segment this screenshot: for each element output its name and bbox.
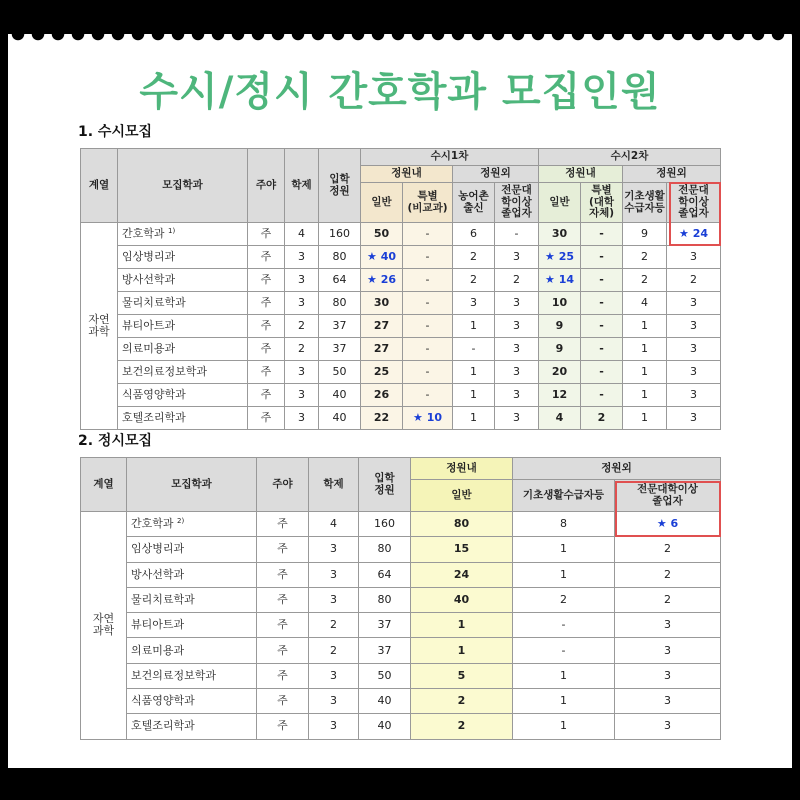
- hakje-cell: 3: [309, 689, 359, 714]
- r1-jeon-cell: 3: [495, 384, 539, 407]
- r2-ilban-cell: 9: [539, 338, 581, 361]
- header-field: 계열: [81, 149, 118, 223]
- quota-cell: 80: [359, 537, 411, 562]
- header-r1-ilban: 일반: [361, 183, 403, 223]
- dept-name: 호텔조리학과: [122, 410, 186, 424]
- table-row: [81, 587, 721, 612]
- hakje-cell: 4: [309, 512, 359, 537]
- dept-cell: [118, 292, 248, 315]
- r2-ilban-cell: 9: [539, 315, 581, 338]
- r2-jeon-cell: 3: [667, 315, 721, 338]
- gicho-cell: 1: [513, 689, 615, 714]
- ilban-cell: 24: [411, 562, 513, 587]
- hakje-cell: 3: [285, 407, 319, 430]
- r2-jeon-cell: 2: [667, 269, 721, 292]
- table-row: [81, 663, 721, 688]
- r1-teuk-cell: -: [403, 292, 453, 315]
- quota-cell: 40: [319, 407, 361, 430]
- table-row: [81, 537, 721, 562]
- juya-cell: 주: [257, 613, 309, 638]
- r2-ilban-cell: 30: [539, 223, 581, 246]
- dept-cell: [118, 269, 248, 292]
- r2-ilban-cell: 20: [539, 361, 581, 384]
- gicho-cell: 8: [513, 512, 615, 537]
- quota-cell: 37: [359, 613, 411, 638]
- r2-jeon-cell: 3: [667, 338, 721, 361]
- hakje-cell: 3: [285, 269, 319, 292]
- header-r1-nong: 농어촌 출신: [453, 183, 495, 223]
- table-row: [81, 315, 721, 338]
- juya-cell: 주: [248, 292, 285, 315]
- header-gicho: 기초생활수급자등: [513, 480, 615, 512]
- jeon-cell: 3: [615, 663, 721, 688]
- section-heading-jeongsi: 2. 정시모집: [78, 433, 153, 449]
- hakje-cell: 3: [285, 384, 319, 407]
- dept-cell: [127, 663, 257, 688]
- dept-name: 보건의료정보학과: [131, 668, 217, 682]
- r2-gicho-cell: 1: [623, 315, 667, 338]
- quota-cell: 50: [359, 663, 411, 688]
- header-out: 정원외: [513, 458, 721, 480]
- juya-cell: 주: [248, 384, 285, 407]
- hakje-cell: 3: [285, 292, 319, 315]
- jeon-cell: [615, 512, 721, 537]
- jeon-cell: 3: [615, 714, 721, 739]
- quota-cell: 50: [319, 361, 361, 384]
- juya-cell: 주: [257, 689, 309, 714]
- hakje-cell: 3: [309, 714, 359, 739]
- gicho-cell: 1: [513, 537, 615, 562]
- table-row: [81, 638, 721, 663]
- r2-teuk-cell: -: [581, 246, 623, 269]
- r1-jeon-cell: 3: [495, 407, 539, 430]
- dept-name: 방사선학과: [122, 272, 176, 286]
- hakje-cell: 2: [309, 613, 359, 638]
- header-dept: 모집학과: [127, 458, 257, 512]
- r2-gicho-cell: 2: [623, 246, 667, 269]
- dept-name: 임상병리과: [131, 542, 185, 556]
- hakje-cell: 3: [309, 663, 359, 688]
- r1-nong-cell: 3: [453, 292, 495, 315]
- juya-cell: 주: [248, 407, 285, 430]
- header-r2-teuk: 특별 (대학 자체): [581, 183, 623, 223]
- field-cell: 자연 과학: [81, 512, 127, 740]
- gicho-cell: -: [513, 638, 615, 663]
- header-r2-jeon: 전문대 학이상 졸업자: [667, 183, 721, 223]
- jeongsi-table: [80, 457, 721, 740]
- juya-cell: 주: [257, 663, 309, 688]
- juya-cell: 주: [248, 315, 285, 338]
- ilban-cell: 5: [411, 663, 513, 688]
- gicho-cell: 1: [513, 714, 615, 739]
- quota-cell: 40: [359, 689, 411, 714]
- dept-cell: [118, 315, 248, 338]
- r2-teuk-cell: -: [581, 361, 623, 384]
- ilban-cell: 1: [411, 613, 513, 638]
- jeon-cell: 3: [615, 638, 721, 663]
- ilban-cell: 1: [411, 638, 513, 663]
- header-r1-jeon: 전문대 학이상 졸업자: [495, 183, 539, 223]
- susi-table: [80, 148, 721, 430]
- quota-cell: 80: [319, 246, 361, 269]
- juya-cell: 주: [248, 269, 285, 292]
- star-value: ★ 25: [545, 249, 574, 263]
- r2-jeon-cell: 3: [667, 407, 721, 430]
- r1-ilban-cell: 27: [361, 338, 403, 361]
- page-title: 수시/정시 간호학과 모집인원: [139, 69, 661, 115]
- dept-name: 방사선학과: [131, 567, 185, 581]
- bottom-band: [0, 768, 800, 800]
- dept-cell: [127, 714, 257, 739]
- r2-jeon-cell: 3: [667, 384, 721, 407]
- r1-nong-cell: 1: [453, 315, 495, 338]
- star-value: ★ 40: [367, 249, 396, 263]
- dept-name: 식품영양학과: [131, 694, 195, 708]
- dept-name: 간호학과: [131, 517, 174, 531]
- r2-teuk-cell: 2: [581, 407, 623, 430]
- quota-cell: 40: [359, 714, 411, 739]
- dept-name: 보건의료정보학과: [122, 364, 208, 378]
- quota-cell: 64: [319, 269, 361, 292]
- r1-teuk-cell: -: [403, 338, 453, 361]
- hakje-cell: 2: [285, 315, 319, 338]
- dept-name: 간호학과: [122, 226, 165, 240]
- juya-cell: 주: [248, 223, 285, 246]
- quota-cell: 160: [359, 512, 411, 537]
- table-row: [81, 361, 721, 384]
- header-field: 계열: [81, 458, 127, 512]
- quota-cell: 37: [359, 638, 411, 663]
- star-value: ★ 24: [679, 226, 708, 240]
- jeon-cell: 2: [615, 587, 721, 612]
- header-hakje: 학제: [309, 458, 359, 512]
- r1-ilban-cell: 27: [361, 315, 403, 338]
- r2-teuk-cell: -: [581, 384, 623, 407]
- quota-cell: 80: [319, 292, 361, 315]
- gicho-cell: -: [513, 613, 615, 638]
- dept-name: 물리치료학과: [122, 295, 186, 309]
- dept-cell: [127, 587, 257, 612]
- header-r2-ilban: 일반: [539, 183, 581, 223]
- hakje-cell: 3: [309, 587, 359, 612]
- dept-cell: [118, 407, 248, 430]
- dept-cell: [118, 384, 248, 407]
- r2-gicho-cell: 1: [623, 384, 667, 407]
- r1-teuk-cell: -: [403, 361, 453, 384]
- r1-ilban-cell: 22: [361, 407, 403, 430]
- table-row: [81, 689, 721, 714]
- dept-name: 임상병리과: [122, 249, 176, 263]
- header-dept: 모집학과: [118, 149, 248, 223]
- r1-jeon-cell: 3: [495, 246, 539, 269]
- jeon-cell: 3: [615, 613, 721, 638]
- hakje-cell: 3: [309, 562, 359, 587]
- hakje-cell: 2: [285, 338, 319, 361]
- gicho-cell: 2: [513, 587, 615, 612]
- header-round1: 수시1차: [361, 149, 539, 166]
- dept-cell: [127, 512, 257, 537]
- table-row: [81, 384, 721, 407]
- juya-cell: 주: [257, 562, 309, 587]
- table-row: [81, 613, 721, 638]
- r1-teuk-cell: -: [403, 223, 453, 246]
- dept-cell: [127, 562, 257, 587]
- r2-jeon-cell: 3: [667, 361, 721, 384]
- quota-cell: 80: [359, 587, 411, 612]
- star-value: ★ 26: [367, 272, 396, 286]
- r1-ilban-cell: 50: [361, 223, 403, 246]
- footnote-marker: 1): [168, 226, 176, 235]
- hakje-cell: 3: [285, 246, 319, 269]
- header-r1-in: 정원내: [361, 166, 453, 183]
- quota-cell: 37: [319, 338, 361, 361]
- table-row: [81, 292, 721, 315]
- juya-cell: 주: [257, 638, 309, 663]
- quota-cell: 40: [319, 384, 361, 407]
- dept-cell: [127, 613, 257, 638]
- r1-jeon-cell: 3: [495, 292, 539, 315]
- ilban-cell: 15: [411, 537, 513, 562]
- footnote-marker: 2): [177, 517, 185, 526]
- dept-name: 뷰티아트과: [122, 318, 176, 332]
- hakje-cell: 2: [309, 638, 359, 663]
- r1-nong-cell: -: [453, 338, 495, 361]
- r2-ilban-cell: 10: [539, 292, 581, 315]
- header-r1-teuk: 특별 (비교과): [403, 183, 453, 223]
- quota-cell: 160: [319, 223, 361, 246]
- hakje-cell: 4: [285, 223, 319, 246]
- r2-gicho-cell: 4: [623, 292, 667, 315]
- ilban-cell: 40: [411, 587, 513, 612]
- r2-gicho-cell: 1: [623, 361, 667, 384]
- dept-name: 물리치료학과: [131, 592, 195, 606]
- juya-cell: 주: [248, 246, 285, 269]
- r1-jeon-cell: 3: [495, 361, 539, 384]
- r1-ilban-cell: 26: [361, 384, 403, 407]
- jeon-cell: 2: [615, 562, 721, 587]
- juya-cell: 주: [257, 587, 309, 612]
- header-jeon: 전문대학이상 졸업자: [615, 480, 721, 512]
- r1-teuk-cell: -: [403, 315, 453, 338]
- r1-jeon-cell: 2: [495, 269, 539, 292]
- dept-name: 뷰티아트과: [131, 618, 185, 632]
- r1-ilban-cell: [361, 246, 403, 269]
- star-value: ★ 14: [545, 272, 574, 286]
- r2-ilban-cell: 4: [539, 407, 581, 430]
- juya-cell: 주: [257, 537, 309, 562]
- r2-ilban-cell: 12: [539, 384, 581, 407]
- juya-cell: 주: [248, 361, 285, 384]
- jeon-cell: 2: [615, 537, 721, 562]
- dept-name: 식품영양학과: [122, 387, 186, 401]
- header-r1-out: 정원외: [453, 166, 539, 183]
- quota-cell: 64: [359, 562, 411, 587]
- r1-ilban-cell: 25: [361, 361, 403, 384]
- dept-cell: [127, 537, 257, 562]
- header-ipak: 입학 정원: [319, 149, 361, 223]
- r2-teuk-cell: -: [581, 292, 623, 315]
- juya-cell: 주: [248, 338, 285, 361]
- header-hakje: 학제: [285, 149, 319, 223]
- r2-ilban-cell: [539, 269, 581, 292]
- juya-cell: 주: [257, 512, 309, 537]
- header-ipak: 입학 정원: [359, 458, 411, 512]
- r1-teuk-cell: -: [403, 384, 453, 407]
- hakje-cell: 3: [309, 537, 359, 562]
- r2-jeon-cell: 3: [667, 292, 721, 315]
- r1-teuk-cell: [403, 407, 453, 430]
- r2-jeon-cell: [667, 223, 721, 246]
- ilban-cell: 2: [411, 689, 513, 714]
- r2-gicho-cell: 2: [623, 269, 667, 292]
- field-cell: 자연 과학: [81, 223, 118, 430]
- dept-cell: [118, 223, 248, 246]
- r2-ilban-cell: [539, 246, 581, 269]
- dept-name: 의료미용과: [122, 341, 176, 355]
- r1-ilban-cell: [361, 269, 403, 292]
- dept-cell: [118, 361, 248, 384]
- table-row: [81, 246, 721, 269]
- r1-nong-cell: 2: [453, 269, 495, 292]
- header-in: 정원내: [411, 458, 513, 480]
- table-row: [81, 714, 721, 739]
- r2-teuk-cell: -: [581, 223, 623, 246]
- section-heading-susi: 1. 수시모집: [78, 124, 153, 140]
- header-juya: 주야: [248, 149, 285, 223]
- r1-nong-cell: 1: [453, 407, 495, 430]
- r2-jeon-cell: 3: [667, 246, 721, 269]
- r1-nong-cell: 2: [453, 246, 495, 269]
- r1-ilban-cell: 30: [361, 292, 403, 315]
- r2-teuk-cell: -: [581, 315, 623, 338]
- hakje-cell: 3: [285, 361, 319, 384]
- juya-cell: 주: [257, 714, 309, 739]
- ilban-cell: 80: [411, 512, 513, 537]
- r2-teuk-cell: -: [581, 269, 623, 292]
- r1-nong-cell: 1: [453, 361, 495, 384]
- quota-cell: 37: [319, 315, 361, 338]
- dept-cell: [118, 246, 248, 269]
- dept-cell: [127, 638, 257, 663]
- table-row: [81, 338, 721, 361]
- gicho-cell: 1: [513, 562, 615, 587]
- r1-nong-cell: 1: [453, 384, 495, 407]
- r2-gicho-cell: 1: [623, 338, 667, 361]
- dept-cell: [127, 689, 257, 714]
- r1-jeon-cell: 3: [495, 338, 539, 361]
- header-r2-gicho: 기초생활 수급자등: [623, 183, 667, 223]
- header-juya: 주야: [257, 458, 309, 512]
- ilban-cell: 2: [411, 714, 513, 739]
- header-ilban: 일반: [411, 480, 513, 512]
- table-row: [81, 407, 721, 430]
- r2-teuk-cell: -: [581, 338, 623, 361]
- table-row: [81, 269, 721, 292]
- table-row: [81, 562, 721, 587]
- r1-jeon-cell: -: [495, 223, 539, 246]
- perforation-edge: [8, 34, 792, 44]
- gicho-cell: 1: [513, 663, 615, 688]
- header-round2: 수시2차: [539, 149, 721, 166]
- dept-cell: [118, 338, 248, 361]
- table-row: [81, 512, 721, 537]
- dept-name: 호텔조리학과: [131, 719, 195, 733]
- table-row: [81, 223, 721, 246]
- r1-teuk-cell: -: [403, 269, 453, 292]
- star-value: ★ 6: [656, 517, 679, 531]
- header-r2-out: 정원외: [623, 166, 721, 183]
- header-r2-in: 정원내: [539, 166, 623, 183]
- dept-name: 의료미용과: [131, 643, 185, 657]
- r2-gicho-cell: 1: [623, 407, 667, 430]
- r1-teuk-cell: -: [403, 246, 453, 269]
- jeon-cell: 3: [615, 689, 721, 714]
- r2-gicho-cell: 9: [623, 223, 667, 246]
- r1-nong-cell: 6: [453, 223, 495, 246]
- star-value: ★ 10: [413, 410, 442, 424]
- r1-jeon-cell: 3: [495, 315, 539, 338]
